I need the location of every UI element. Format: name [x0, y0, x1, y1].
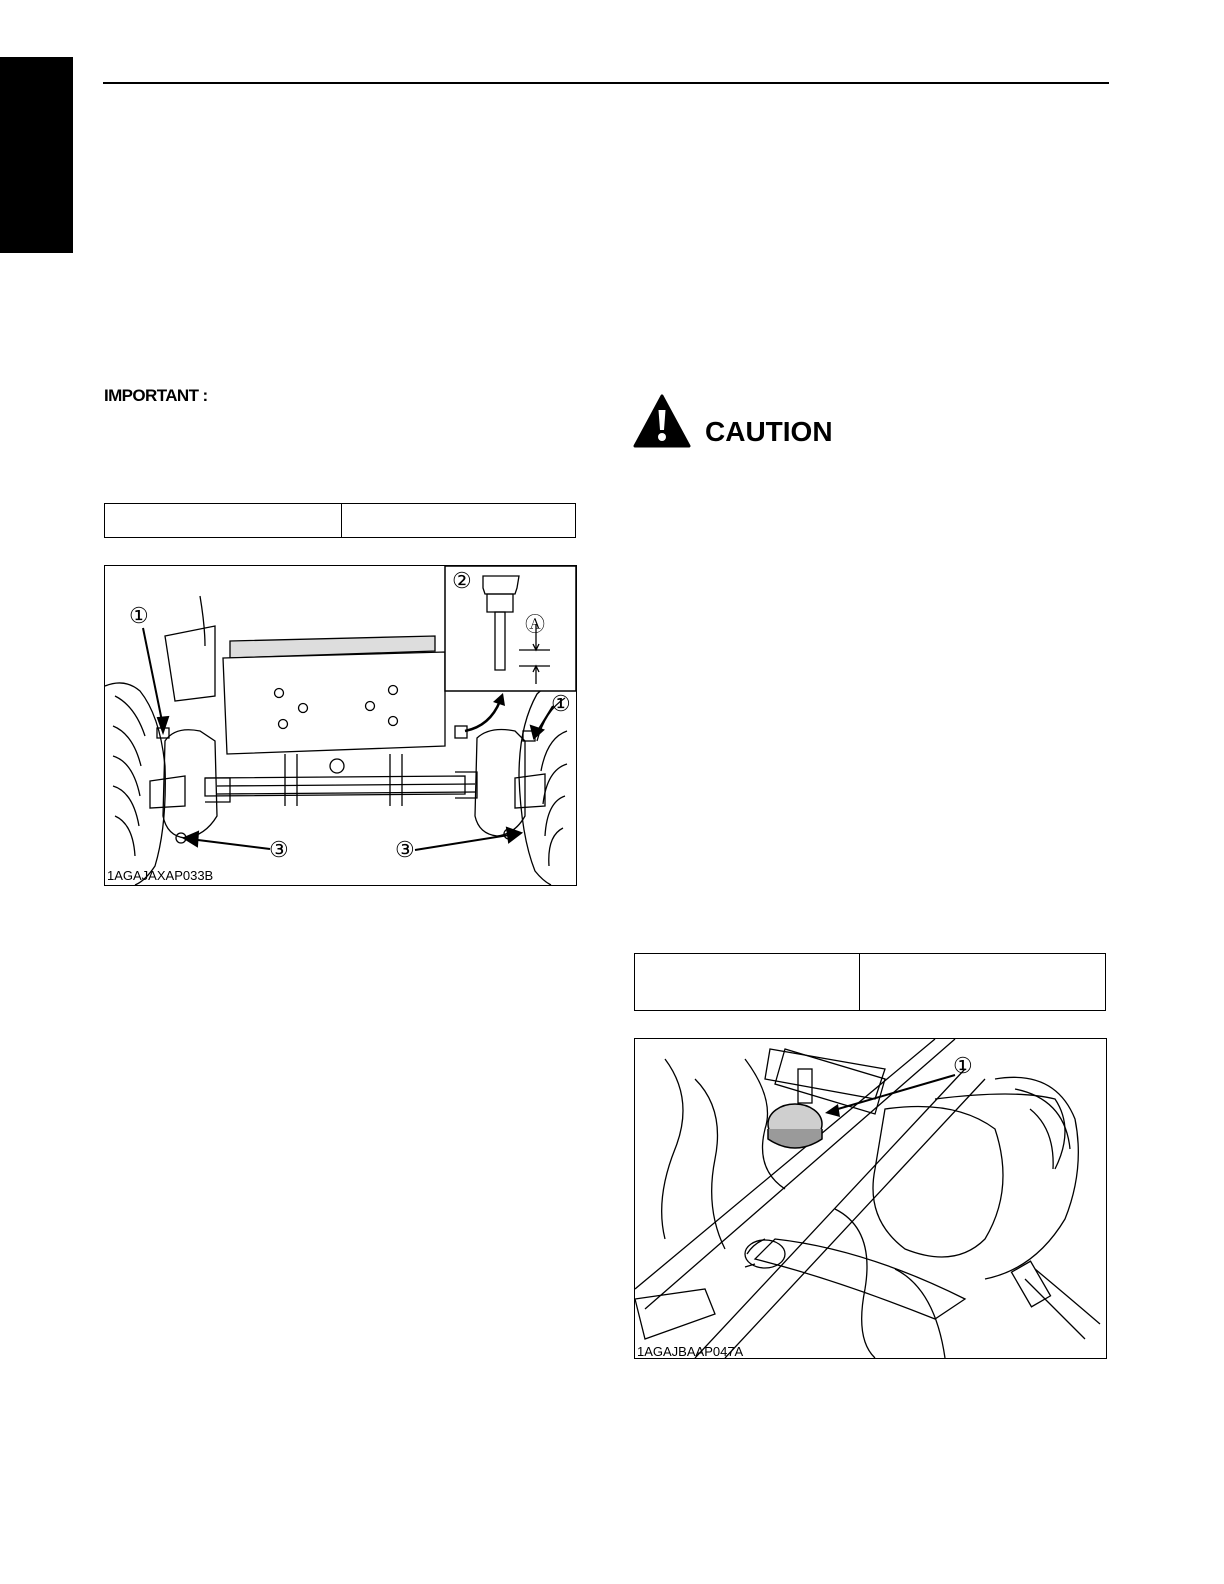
caution-heading — [633, 393, 833, 449]
spec-table-1 — [104, 503, 576, 538]
important-label: IMPORTANT : — [104, 386, 208, 405]
front-axle-illustration — [105, 566, 576, 885]
radiator-cap-illustration — [635, 1039, 1106, 1358]
caution-label: CAUTION — [705, 416, 833, 447]
spec-table-1-cell — [105, 504, 342, 538]
spec-table-2-cell — [860, 954, 1106, 1011]
section-tab — [0, 57, 73, 253]
figure-code: 1AGAJBAAP047A — [637, 1344, 744, 1359]
callout-a: Ⓐ — [525, 614, 545, 636]
radiator-cap-figure — [634, 1038, 1107, 1359]
warning-triangle-icon — [633, 394, 691, 448]
spec-table-2 — [634, 953, 1106, 1011]
callout-1-left: ① — [129, 603, 149, 628]
callout-1-right: ① — [551, 691, 571, 716]
callout-3-right: ③ — [395, 837, 415, 862]
spec-table-2-cell — [635, 954, 860, 1011]
callout-3-left: ③ — [269, 837, 289, 862]
callout-2: ② — [452, 568, 472, 593]
callout-1: ① — [953, 1053, 973, 1078]
figure-code: 1AGAJAXAP033B — [107, 868, 214, 883]
header-rule — [103, 82, 1109, 84]
front-axle-figure — [104, 565, 577, 886]
spec-table-1-cell — [342, 504, 576, 538]
